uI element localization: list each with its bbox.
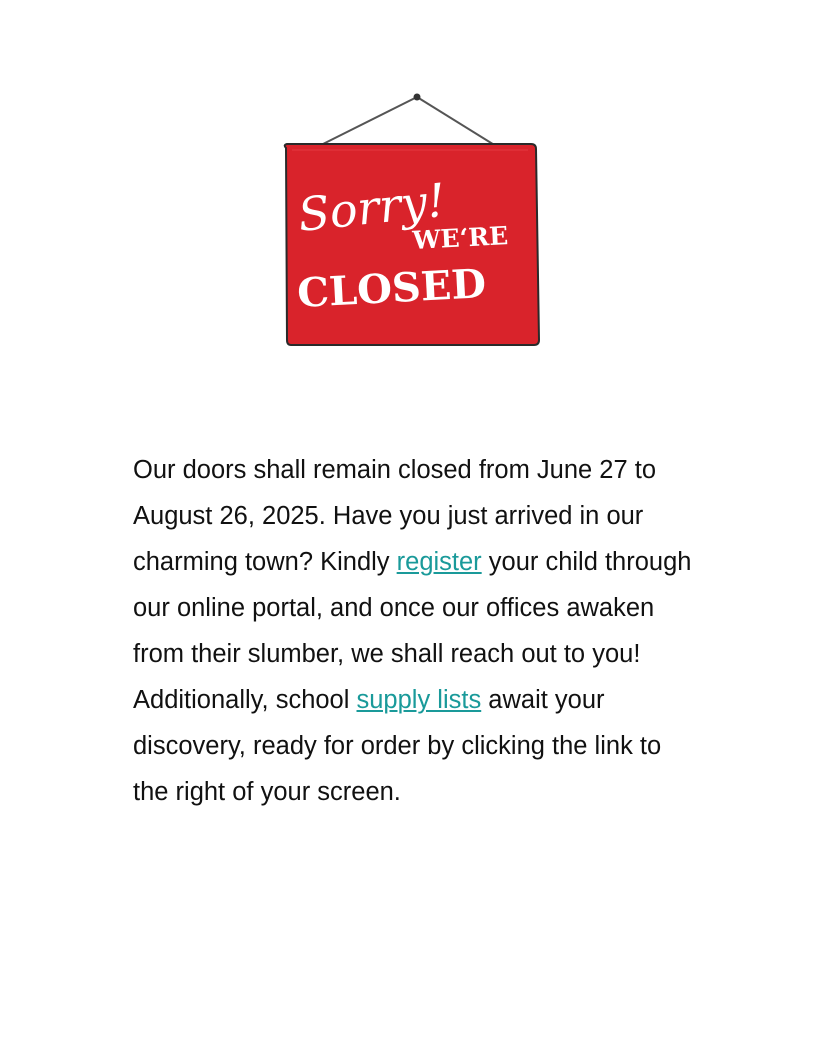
closure-notice-paragraph [133,447,693,815]
sign-text-were: WE‘RE [411,221,509,255]
notice-text-part2: your child through our online portal, and once our offices awaken from their slumber, we shall reach out to you! Additionally, school [133,548,692,714]
sign-text-sorry: Sorry! [295,172,449,242]
sign-text-closed: CLOSED [296,260,488,317]
closed-sign-graphic [270,88,550,353]
hanging-string-right [417,97,496,146]
notice-text-part1: Our doors shall remain closed from June 27 to August 26, 2025. Have you just arrived in our charming town? Kindly [133,456,656,576]
notice-text-part3: await your discovery, ready for order by clicking the link to the right of your screen. [133,686,662,806]
supply-lists-link[interactable]: supply lists [356,686,482,714]
closed-sign-image [270,88,550,353]
nail-icon [414,94,421,101]
hanging-string-left [319,97,417,146]
register-link[interactable]: register [396,548,482,576]
